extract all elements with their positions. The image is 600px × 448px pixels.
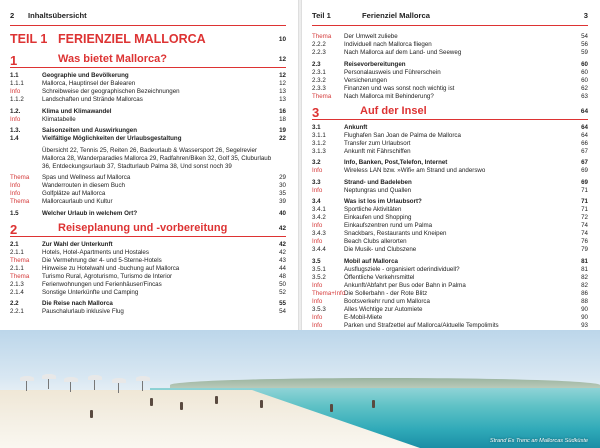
toc-entry-code: Info [10,88,21,95]
toc-entry-title: Versicherungen [344,76,387,84]
toc-entry [312,274,588,282]
toc-entry-page: 82 [581,281,588,289]
toc-entry-code: 2.3 [312,60,321,68]
toc-entry-page: 71 [581,186,588,194]
photo-person [90,410,93,418]
toc-entry-code: 2.2.1 [10,308,24,315]
toc-entry-page: 88 [581,297,588,305]
toc-entry-title: Saisonzeiten und Auswirkungen [42,127,137,134]
toc-entry [312,41,588,49]
toc-entry [312,238,588,246]
toc-entry-code: Thema [312,33,332,40]
toc-entry-page: 16 [279,107,286,115]
toc-entry-code: 2.3.3 [312,84,326,92]
photo-person [330,404,333,412]
toc-entry [10,190,286,198]
toc-entry-page: 54 [279,308,286,315]
toc-entry-code: 2.2.3 [312,49,326,56]
toc-entry-code: Info [10,190,21,197]
toc-entry [10,116,286,124]
toc-entry [312,322,588,330]
toc-entry [10,147,286,171]
toc-entry-page: 81 [581,265,588,273]
toc-entry-page: 90 [581,313,588,321]
toc-entry [312,214,588,222]
toc-entry-page: 66 [581,139,588,147]
toc-entry-title: Ankunft mit Fährschiffen [344,147,411,155]
toc-entry-page: 54 [581,33,588,40]
part-page: 10 [278,36,286,43]
toc-entry-page: 64 [581,123,588,131]
toc-entry-page: 43 [279,256,286,264]
toc-entry-page: 40 [279,209,286,217]
toc-entry-page: 71 [581,206,588,213]
toc-entry-page: 42 [279,248,286,256]
toc-entry-title: Die Reise nach Mallorca [42,300,113,307]
right-page-part: Teil 1 [312,11,331,20]
toc-entry-title: Flughafen San Joan de Palma de Mallorca [344,131,461,139]
toc-entry-page: 74 [581,222,588,229]
toc-entry [312,33,588,41]
toc-entry-page: 86 [581,289,588,297]
toc-entry-title: Info, Banken, Post,Telefon, Internet [344,159,448,166]
toc-entry-title: Finanzen und was sonst noch wichtig ist [344,84,455,92]
toc-entry [312,77,588,85]
toc-entry-code: 3.1.1 [312,131,326,139]
toc-entry [10,273,286,281]
toc-entry-page: 56 [581,41,588,48]
toc-entry-code: 3.4.3 [312,230,326,237]
toc-entry-title: Was ist los im Urlaubsort? [344,198,422,205]
toc-entry-page: 59 [581,49,588,56]
toc-entry [312,148,588,156]
toc-entry-code: 3.5.3 [312,305,326,313]
toc-entry-title: Pauschalurlaub inklusive Flug [42,308,124,315]
toc-entry-code: 1.1.2 [10,96,24,103]
part-code: TEIL 1 [10,32,48,46]
toc-entry-code: 2.1.4 [10,288,24,296]
toc-entry [312,198,588,206]
toc-entry-page: 72 [581,214,588,221]
toc-entry-page: 93 [581,321,588,329]
toc-entry-code: 3.1.2 [312,139,326,147]
toc-entry [312,314,588,322]
toc-entry-title: Einkaufen und Shopping [344,214,412,221]
toc-entry-page: 39 [279,198,286,205]
toc-entry-page: 60 [581,76,588,84]
toc-entry-code: 3.4.4 [312,246,326,253]
toc-entry-title: Welcher Urlaub in welchem Ort? [42,209,138,217]
toc-entry-page: 44 [279,264,286,272]
toc-entry [10,300,286,308]
toc-entry-page: 55 [279,300,286,307]
toc-entry [10,210,286,218]
toc-entry [312,206,588,214]
toc-entry-title: Sportliche Aktivitäten [344,206,402,213]
toc-entry-page: 63 [581,92,588,100]
toc-entry-page: 74 [581,230,588,237]
toc-entry-code: 3.4 [312,198,321,205]
toc-entry-page: 18 [279,115,286,123]
toc-entry-title: Golfplätze auf Mallorca [42,190,106,197]
toc-entry-page: 79 [581,246,588,253]
toc-entry-title: Ausflugsziele - organisiert oderindividuell? [344,265,460,273]
chapter-heading [10,222,286,237]
toc-entry-code: Thema+Info [312,289,346,297]
toc-entry-code: Info [312,186,323,194]
toc-entry [312,132,588,140]
toc-entry [312,230,588,238]
toc-entry-page: 69 [581,178,588,186]
toc-entry-page: 30 [279,182,286,189]
toc-entry-page: 60 [581,60,588,68]
toc-entry-title: Individuell nach Mallorca fliegen [344,41,432,48]
toc-entry-code: 1.1.1 [10,80,24,87]
chapter-underline [312,119,588,120]
toc-entry-code: 2.1.1 [10,248,24,256]
toc-entry-code: Thema [10,174,30,181]
toc-entry-title: Transfer zum Urlaubsort [344,139,411,147]
toc-entry-title: Geographie und Bevölkerung [42,72,129,79]
toc-entry [312,159,588,167]
toc-entry-code: Info [312,321,323,329]
toc-entry [10,174,286,182]
toc-entry-title: Vielfältige Möglichkeiten der Urlaubsgestaltung [42,135,182,142]
toc-entry-page: 90 [581,305,588,313]
toc-entry-page: 19 [279,127,286,134]
toc-entry-title: Ferienwohnungen und Ferienhäuser/Fincas [42,280,162,288]
right-page-header-title: Ferienziel Mallorca [362,11,430,20]
toc-entry [10,88,286,96]
toc-entry [10,257,286,265]
photo-person [150,398,153,406]
right-page-header [312,11,588,23]
toc-entry [10,108,286,116]
toc-entry-code: 3.1.3 [312,147,326,155]
toc-entry [312,49,588,57]
toc-entry-code: 2.2.2 [312,41,326,48]
chapter-title: Reiseplanung und -vorbereitung [58,221,228,234]
toc-entry-code: Thema [10,198,30,205]
toc-entry-title: Klima und Klimawandel [42,107,112,115]
photo-person [372,400,375,408]
toc-entry-page: 12 [279,80,286,87]
toc-entry-code: Info [10,115,21,123]
toc-entry-title: Snackbars, Restaurants und Kneipen [344,230,447,237]
toc-entry-page: 13 [279,88,286,95]
chapter-title: Was bietet Mallorca? [58,53,168,65]
toc-entry-code: 2.3.1 [312,68,326,76]
toc-entry-code: Thema [10,256,30,264]
toc-entry-page: 69 [581,167,588,174]
toc-entry-page: 82 [581,273,588,281]
photo-person [215,396,218,404]
toc-entry-code: 2.1.1 [10,264,24,272]
toc-entry [10,135,286,143]
toc-entry [10,96,286,104]
toc-entry [10,281,286,289]
toc-entry-title: Landschaften und Strände Mallorcas [42,96,143,103]
toc-entry [312,187,588,195]
toc-entry-title: Mallorca, Hauptinsel der Balearen [42,80,136,87]
toc-entry-title: Wireless LAN bzw. »Wifi« am Strand und anderswo [344,167,486,174]
photo-umbrellas [20,372,170,402]
toc-entry-title: Personalausweis und Führerschein [344,68,441,76]
chapter-number: 3 [312,104,320,120]
chapter-heading [312,105,588,120]
toc-entry-page: 13 [279,96,286,103]
toc-entry-page: 50 [279,280,286,288]
toc-entry-title: Alles Wichtige zur Automiete [344,305,423,313]
toc-entry-title: Hinweise zu Hotelwahl und -buchung auf Mallorca [42,264,180,272]
toc-entry [312,124,588,132]
toc-entry [312,85,588,93]
toc-entry [10,308,286,316]
toc-entry-title: Die Vermehrung der 4- und 5-Sterne-Hotels [42,256,162,264]
toc-entry-page: 67 [581,159,588,166]
toc-entry-code: 2.1.3 [10,280,24,288]
toc-entry-page: 71 [581,198,588,205]
photo-person [180,402,183,410]
toc-entry-title: Mobil auf Mallorca [344,257,398,265]
toc-left [10,30,286,316]
toc-entry [10,72,286,80]
toc-entry [312,61,588,69]
header-rule [312,25,588,26]
toc-entry-code: 3.5.2 [312,273,326,281]
toc-entry [10,127,286,135]
toc-entry [312,290,588,298]
toc-entry-title: Öffentliche Verkehrsmittel [344,273,415,281]
toc-entry-page: 22 [279,135,286,142]
toc-entry-code: 3.5 [312,257,321,265]
toc-entry [312,306,588,314]
toc-entry-title: Spas und Wellness auf Mallorca [42,174,131,181]
toc-entry [10,80,286,88]
part-heading [10,32,286,49]
toc-right [312,33,588,330]
chapter-page: 64 [580,107,588,115]
toc-entry-code: Info [312,313,323,321]
toc-entry-code: 3.3 [312,178,321,186]
toc-entry-page: 67 [581,147,588,155]
toc-entry-code: Info [312,238,323,245]
toc-entry-page: 64 [581,131,588,139]
toc-entry-page: 76 [581,238,588,245]
toc-entry-code: Info [312,222,323,229]
toc-entry [312,222,588,230]
toc-entry-page: 48 [279,272,286,280]
toc-entry [312,298,588,306]
left-page-number: 2 [10,11,15,20]
chapter-number: 1 [10,53,18,68]
toc-entry-page: 42 [279,240,286,248]
left-page-header [10,11,286,23]
toc-entry [312,282,588,290]
chapter-heading [10,53,286,68]
toc-entry-title: Sonstige Unterkünfte und Camping [42,288,139,296]
beach-photo [0,330,600,448]
toc-entry-code: Info [10,182,21,189]
right-page-number: 3 [583,11,588,20]
toc-entry-page: 12 [279,72,286,79]
toc-entry-code: 1.5 [10,209,19,217]
toc-entry-title: Nach Mallorca auf dem Land- und Seeweg [344,49,462,56]
toc-entry [10,198,286,206]
toc-entry-code: 2.1 [10,240,19,248]
toc-entry-title: Strand- und Badeleben [344,178,412,186]
toc-entry-title: Nach Mallorca mit Behinderung? [344,92,434,100]
toc-entry-code: Thema [312,92,332,100]
chapter-page: 12 [278,56,286,63]
toc-entry-code: 1.3. [10,127,21,134]
toc-entry [10,249,286,257]
chapter-underline [10,67,286,68]
toc-entry-title: Wanderrouten in diesem Buch [42,182,126,189]
toc-entry-code: Info [312,281,323,289]
toc-entry-code: Info [312,167,323,174]
toc-entry-code: 3.2 [312,159,321,166]
toc-entry-code: Info [312,297,323,305]
toc-entry-title: Mallorcaurlaub und Kultur [42,198,113,205]
chapter-underline [10,236,286,237]
toc-entry-title: Bootsverkehr rund um Mallorca [344,297,430,305]
toc-entry-code: 3.5.1 [312,265,326,273]
chapter-title: Auf der Insel [360,104,427,117]
toc-entry-title: Ankunft [344,123,368,131]
toc-entry-page: 62 [581,84,588,92]
toc-entry-page: 29 [279,174,286,181]
toc-entry [312,93,588,101]
toc-entry-title: Hotels, Hotel-Apartments und Hostales [42,248,149,256]
toc-entry-code: 2.3.2 [312,76,326,84]
toc-entry-title: Zur Wahl der Unterkunft [42,240,113,248]
toc-entry-code: 3.4.1 [312,206,326,213]
toc-entry-code: 1.2. [10,107,21,115]
toc-entry-code: 3.4.2 [312,214,326,221]
toc-entry-title: Der Umwelt zuliebe [344,33,398,40]
toc-entry-title: Die Sollerbahn - der Rote Blitz [344,289,428,297]
toc-entry-title: Ankunft/Abfahrt per Bus oder Bahn in Palma [344,281,466,289]
toc-entry-code: 3.1 [312,123,321,131]
toc-entry-page: 35 [279,190,286,197]
toc-entry-title: Schreibweise der geographischen Bezeichnungen [42,88,180,95]
photo-caption: Strand Es Trenc an Mallorcas Südküste [489,438,588,444]
chapter-number: 2 [10,221,18,237]
toc-entry [10,289,286,297]
toc-entry [312,246,588,254]
part-title: FERIENZIEL MALLORCA [58,32,206,46]
toc-entry-title: Die Musik- und Clubszene [344,246,417,253]
toc-entry-title: Übersicht 22, Tennis 25, Reiten 26, Badeurlaub & Wassersport 26, Segelrevier Mallorca 28, Wanderparadies Mallorca 29, Radfahren/Biken 32, Golf 35, Cluburlaub 36, Entdeckungsurlaub 37, Stadturlaub Palma 38, Und sonst noch 39 [42,146,272,170]
toc-entry-title: E-Mobil-Miete [344,313,383,321]
toc-entry-title: Klimatabelle [42,115,76,123]
header-rule [10,25,286,26]
toc-entry [10,182,286,190]
toc-entry-title: Beach Clubs allerorten [344,238,407,245]
toc-entry-title: Parken und Strafzettel auf Mallorca/Aktuelle Tempolimits [344,321,499,329]
chapter-page: 42 [278,224,286,232]
toc-entry-code: 2.2 [10,300,19,307]
toc-entry [312,167,588,175]
toc-entry [312,266,588,274]
left-page-header-title: Inhaltsübersicht [28,11,87,20]
toc-entry-page: 60 [581,68,588,76]
toc-entry-page: 52 [279,288,286,296]
toc-entry [312,258,588,266]
toc-entry-code: 1.1 [10,72,19,79]
toc-entry-title: Reisevorbereitungen [344,60,406,68]
toc-entry [10,241,286,249]
toc-entry-code: Thema [10,272,30,280]
toc-entry [312,179,588,187]
toc-entry [312,69,588,77]
photo-person [260,400,263,408]
toc-entry-title: Neptungras und Quallen [344,186,412,194]
toc-entry-code: 1.4 [10,135,19,142]
toc-entry-title: Einkaufszentren rund um Palma [344,222,433,229]
toc-entry [312,140,588,148]
toc-entry [10,265,286,273]
toc-entry-title: Turismo Rural, Agroturismo, Turismo de Interior [42,272,173,280]
toc-entry-page: 81 [581,257,588,265]
